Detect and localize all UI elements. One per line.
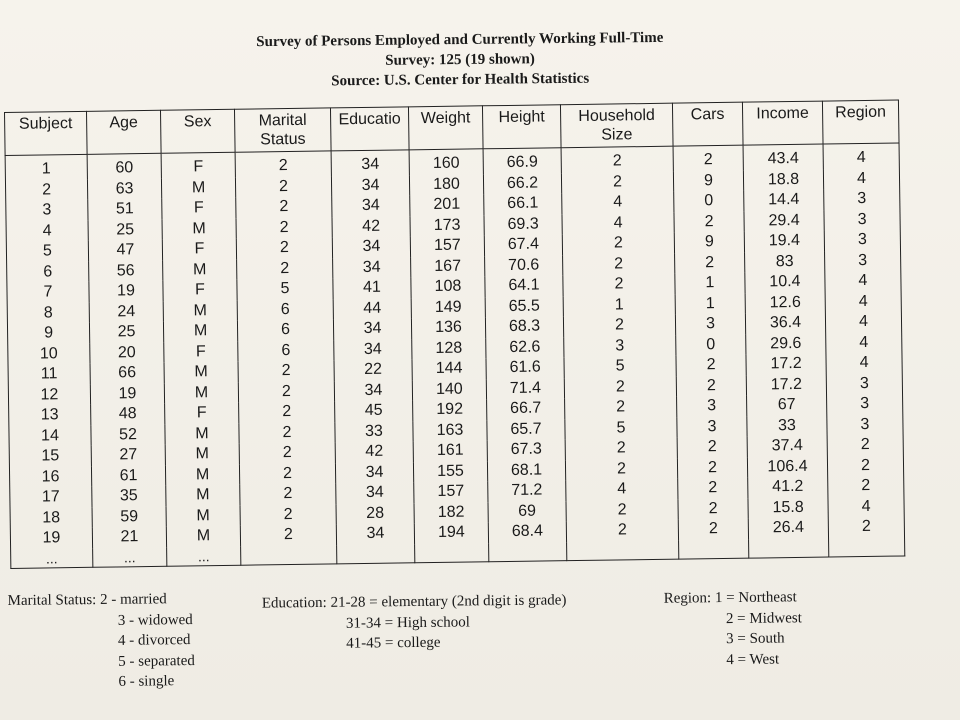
cell-income: 10.4 — [745, 272, 825, 294]
cell-cars: 2 — [676, 355, 746, 376]
cell-income: 29.4 — [744, 210, 824, 232]
cell-marital-status: 2 — [240, 504, 336, 526]
education-legend-item: 21-28 = elementary (2nd digit is grade) — [330, 592, 567, 611]
column-header-marital-status: Marital Status — [234, 108, 331, 152]
marital-legend-item: 6 - single — [118, 673, 175, 690]
cell-sex: M — [165, 464, 239, 486]
cell-subject: ... — [11, 548, 93, 568]
cell-age: 51 — [88, 199, 162, 221]
cell-household-size — [567, 540, 679, 560]
column-header-household-size: Household Size — [560, 103, 673, 148]
cell-subject: 16 — [9, 466, 91, 488]
cell-region: 4 — [825, 311, 901, 333]
cell-income: 12.6 — [745, 292, 825, 314]
cell-household-size: 2 — [563, 274, 675, 296]
cell-household-size: 2 — [566, 520, 678, 542]
cell-cars: 2 — [678, 519, 748, 540]
cell-age: 63 — [87, 178, 161, 200]
cell-height: 68.3 — [485, 316, 563, 338]
cell-subject: 1 — [5, 154, 87, 180]
cell-subject: 11 — [8, 364, 90, 386]
cell-cars: 3 — [675, 314, 745, 335]
region-legend-item: 1 = Northeast — [714, 589, 797, 607]
cell-region: 2 — [827, 455, 903, 477]
cell-education: 42 — [332, 216, 410, 238]
cell-cars: 0 — [674, 191, 744, 212]
cell-region: 4 — [823, 143, 899, 169]
cell-cars: 2 — [674, 211, 744, 232]
cell-subject: 13 — [9, 405, 91, 427]
cell-income: 26.4 — [748, 518, 828, 540]
cell-height: 64.1 — [485, 275, 563, 297]
cell-age: 60 — [87, 153, 161, 179]
region-legend-item: 4 = West — [726, 651, 780, 668]
cell-income: 106.4 — [747, 456, 827, 478]
cell-age: 48 — [91, 404, 165, 426]
cell-age: 52 — [91, 424, 165, 446]
marital-legend-label: Marital Status: — [7, 592, 97, 609]
cell-age: 25 — [88, 219, 162, 241]
education-legend-label: Education: — [261, 594, 327, 612]
cell-height: 62.6 — [486, 337, 564, 359]
cell-household-size: 2 — [565, 397, 677, 419]
cell-subject: 3 — [6, 200, 88, 222]
cell-weight: 182 — [414, 502, 488, 524]
cell-weight: 155 — [413, 461, 487, 483]
cell-subject: 15 — [9, 446, 91, 468]
cell-income: 19.4 — [744, 231, 824, 253]
cell-region: 3 — [824, 209, 900, 231]
cell-cars: 2 — [678, 498, 748, 519]
cell-age: 61 — [91, 465, 165, 487]
cell-weight: 157 — [414, 481, 488, 503]
cell-cars: 2 — [677, 437, 747, 458]
cell-education: 34 — [334, 380, 412, 402]
cell-household-size: 3 — [564, 335, 676, 357]
cell-subject: 4 — [6, 220, 88, 242]
region-legend-label: Region: — [663, 590, 712, 607]
cell-subject: 6 — [7, 261, 89, 283]
cell-region: 2 — [828, 516, 904, 538]
cell-household-size: 4 — [566, 479, 678, 501]
cell-marital-status: 6 — [237, 319, 333, 341]
cell-household-size: 2 — [562, 233, 674, 255]
cell-household-size: 1 — [563, 294, 675, 316]
cell-height: 65.7 — [487, 419, 565, 441]
cell-education: 44 — [333, 298, 411, 320]
cell-marital-status: 2 — [240, 483, 336, 505]
data-table-container — [4, 100, 904, 568]
cell-region: 3 — [824, 189, 900, 211]
cell-sex: M — [163, 300, 237, 322]
cell-marital-status — [241, 545, 337, 565]
document-header — [180, 27, 741, 93]
cell-weight: 149 — [411, 297, 485, 319]
cell-age: 56 — [89, 260, 163, 282]
cell-education: 41 — [333, 277, 411, 299]
survey-data-table — [4, 100, 905, 569]
column-header-sex: Sex — [160, 109, 235, 153]
cell-marital-status: 2 — [238, 381, 334, 403]
column-header-cars: Cars — [672, 102, 743, 146]
cell-marital-status: 6 — [238, 340, 334, 362]
marital-legend-item: 4 - divorced — [117, 632, 191, 649]
cell-region: 3 — [827, 393, 903, 415]
cell-household-size: 4 — [562, 212, 674, 234]
cell-weight: 201 — [410, 194, 484, 216]
cell-region: 3 — [827, 414, 903, 436]
marital-legend-item: 2 - married — [99, 591, 167, 609]
cell-income: 83 — [745, 251, 825, 273]
cell-sex: M — [163, 321, 237, 343]
region-legend-item: 3 = South — [726, 630, 785, 648]
cell-marital-status: 2 — [239, 422, 335, 444]
cell-region: 4 — [826, 352, 902, 374]
cell-income: 36.4 — [745, 313, 825, 335]
cell-height: 61.6 — [486, 357, 564, 379]
cell-sex: M — [161, 177, 235, 199]
cell-height: 69 — [488, 501, 566, 523]
cell-income: 14.4 — [744, 190, 824, 212]
cell-income: 17.2 — [746, 374, 826, 396]
cell-weight: 180 — [409, 174, 483, 196]
cell-marital-status: 2 — [236, 237, 332, 259]
cell-cars: 1 — [675, 273, 745, 294]
cell-cars: 1 — [675, 293, 745, 314]
cell-subject: 9 — [7, 323, 89, 345]
cell-sex: F — [164, 341, 238, 363]
cell-marital-status: 5 — [237, 278, 333, 300]
cell-height: 68.1 — [487, 460, 565, 482]
source-line: Source: U.S. Center for Health Statistics — [331, 70, 590, 90]
cell-cars: 9 — [674, 232, 744, 253]
cell-subject: 5 — [6, 241, 88, 263]
cell-cars: 2 — [675, 252, 745, 273]
cell-region: 4 — [823, 168, 899, 190]
cell-household-size: 2 — [561, 171, 673, 193]
survey-count: Survey: 125 (19 shown) — [385, 51, 535, 69]
column-header-age: Age — [86, 110, 161, 154]
cell-height: 70.6 — [485, 255, 563, 277]
cell-household-size: 2 — [566, 499, 678, 521]
cell-income: 67 — [747, 395, 827, 417]
cell-education: 33 — [335, 421, 413, 443]
cell-height: 67.4 — [484, 234, 562, 256]
cell-household-size: 4 — [562, 192, 674, 214]
cell-cars: 0 — [676, 334, 746, 355]
cell-age: 66 — [90, 363, 164, 385]
cell-height — [489, 542, 567, 562]
cell-weight: 108 — [411, 276, 485, 298]
education-legend — [262, 590, 567, 655]
cell-education: 45 — [335, 400, 413, 422]
cell-cars: 3 — [677, 416, 747, 437]
cell-sex: M — [166, 505, 240, 527]
cell-subject: 2 — [5, 179, 87, 201]
column-header-region: Region — [822, 100, 899, 144]
cell-height: 66.7 — [487, 398, 565, 420]
cell-marital-status: 2 — [239, 463, 335, 485]
cell-sex: F — [165, 403, 239, 425]
cell-marital-status: 2 — [240, 524, 336, 546]
cell-education: 34 — [332, 236, 410, 258]
region-legend-item: 2 = Midwest — [725, 609, 802, 627]
cell-subject: 12 — [8, 384, 90, 406]
cell-education: 34 — [335, 462, 413, 484]
cell-region: 4 — [828, 496, 904, 518]
cell-age: 27 — [91, 445, 165, 467]
cell-education: 34 — [336, 523, 414, 545]
column-header-education: Educatio — [330, 107, 409, 151]
cell-subject: 8 — [7, 302, 89, 324]
cell-sex: M — [166, 526, 240, 548]
cell-region — [829, 537, 905, 557]
cell-marital-status: 2 — [239, 401, 335, 423]
column-header-weight: Weight — [408, 106, 483, 150]
cell-height: 66.2 — [483, 173, 561, 195]
cell-weight — [415, 543, 489, 563]
table-body — [5, 143, 905, 568]
cell-height: 65.5 — [485, 296, 563, 318]
cell-height: 71.2 — [488, 480, 566, 502]
cell-weight: 136 — [411, 317, 485, 339]
cell-subject: 17 — [10, 487, 92, 509]
cell-education: 34 — [336, 482, 414, 504]
cell-income: 37.4 — [747, 436, 827, 458]
education-legend-item: 31-34 = High school — [345, 613, 470, 632]
cell-education: 42 — [335, 441, 413, 463]
cell-marital-status: 2 — [236, 196, 332, 218]
education-legend-item: 41-45 = college — [346, 634, 441, 652]
cell-sex: F — [162, 198, 236, 220]
cell-age: 19 — [90, 383, 164, 405]
cell-sex: F — [163, 280, 237, 302]
cell-sex: M — [163, 259, 237, 281]
cell-height: 69.3 — [484, 214, 562, 236]
cell-marital-status: 2 — [236, 217, 332, 239]
region-legend — [664, 587, 803, 670]
cell-education: 34 — [334, 339, 412, 361]
cell-income: 43.4 — [743, 144, 823, 170]
cell-sex: M — [166, 485, 240, 507]
cell-height: 71.4 — [486, 378, 564, 400]
cell-height: 68.4 — [488, 521, 566, 543]
cell-height: 66.9 — [483, 148, 561, 174]
cell-weight: 163 — [413, 420, 487, 442]
cell-household-size: 2 — [563, 315, 675, 337]
cell-weight: 128 — [412, 338, 486, 360]
cell-age: 24 — [89, 301, 163, 323]
cell-income: 18.8 — [743, 169, 823, 191]
cell-cars: 2 — [673, 145, 743, 171]
cell-household-size: 2 — [565, 458, 677, 480]
marital-status-legend — [7, 589, 195, 693]
cell-education: 22 — [334, 359, 412, 381]
cell-region: 4 — [825, 291, 901, 313]
cell-age: 47 — [88, 240, 162, 262]
cell-region: 2 — [828, 475, 904, 497]
column-header-height: Height — [482, 105, 561, 149]
cell-weight: 173 — [410, 215, 484, 237]
cell-age: 59 — [92, 506, 166, 528]
cell-education — [337, 544, 415, 564]
cell-sex: F — [162, 239, 236, 261]
cell-sex: M — [165, 423, 239, 445]
cell-cars: 2 — [677, 457, 747, 478]
cell-cars: 2 — [676, 375, 746, 396]
cell-region: 3 — [826, 373, 902, 395]
cell-income: 41.2 — [748, 477, 828, 499]
cell-marital-status: 2 — [238, 360, 334, 382]
cell-education: 34 — [332, 195, 410, 217]
cell-sex: M — [162, 218, 236, 240]
cell-marital-status: 2 — [239, 442, 335, 464]
cell-weight: 161 — [413, 440, 487, 462]
cell-education: 34 — [333, 257, 411, 279]
column-header-subject: Subject — [5, 111, 88, 155]
cell-education: 34 — [331, 150, 409, 176]
cell-region: 4 — [826, 332, 902, 354]
cell-weight: 192 — [413, 399, 487, 421]
cell-age: ... — [93, 547, 167, 567]
cell-household-size: 2 — [563, 253, 675, 275]
cell-weight: 144 — [412, 358, 486, 380]
marital-legend-item: 3 - widowed — [117, 611, 193, 629]
cell-education: 28 — [336, 503, 414, 525]
cell-region: 3 — [825, 250, 901, 272]
cell-education: 34 — [331, 175, 409, 197]
cell-region: 4 — [825, 270, 901, 292]
cell-sex: M — [165, 444, 239, 466]
cell-weight: 160 — [409, 149, 483, 175]
cell-weight: 157 — [410, 235, 484, 257]
cell-income — [749, 538, 829, 558]
cell-height: 66.1 — [484, 193, 562, 215]
cell-cars: 9 — [673, 170, 743, 191]
cell-marital-status: 2 — [235, 176, 331, 198]
cell-income: 15.8 — [748, 497, 828, 519]
cell-subject: 14 — [9, 425, 91, 447]
cell-marital-status: 2 — [235, 151, 331, 177]
document-title: Survey of Persons Employed and Currently Working Full-Time — [256, 29, 664, 51]
cell-sex: ... — [167, 546, 241, 566]
cell-income: 17.2 — [746, 354, 826, 376]
cell-region: 3 — [824, 229, 900, 251]
cell-subject: 10 — [8, 343, 90, 365]
cell-sex: M — [164, 362, 238, 384]
cell-cars: 3 — [677, 396, 747, 417]
cell-subject: 19 — [10, 528, 92, 550]
cell-sex: F — [161, 152, 235, 178]
cell-marital-status: 2 — [237, 258, 333, 280]
cell-education: 34 — [333, 318, 411, 340]
column-header-income: Income — [742, 101, 823, 145]
cell-household-size: 5 — [564, 356, 676, 378]
cell-income: 33 — [747, 415, 827, 437]
cell-subject: 7 — [7, 282, 89, 304]
cell-age: 19 — [89, 281, 163, 303]
marital-legend-item: 5 - separated — [118, 652, 195, 670]
cell-household-size: 2 — [565, 438, 677, 460]
cell-age: 35 — [92, 486, 166, 508]
cell-subject: 18 — [10, 507, 92, 529]
cell-age: 20 — [90, 342, 164, 364]
cell-weight: 140 — [412, 379, 486, 401]
cell-cars — [679, 539, 749, 558]
cell-region: 2 — [827, 434, 903, 456]
cell-income: 29.6 — [746, 333, 826, 355]
cell-household-size: 2 — [561, 146, 673, 173]
cell-marital-status: 6 — [237, 299, 333, 321]
cell-household-size: 2 — [564, 376, 676, 398]
cell-age: 21 — [92, 527, 166, 549]
cell-sex: M — [164, 382, 238, 404]
cell-weight: 167 — [411, 256, 485, 278]
cell-height: 67.3 — [487, 439, 565, 461]
cell-cars: 2 — [678, 478, 748, 499]
cell-weight: 194 — [414, 522, 488, 544]
cell-age: 25 — [89, 322, 163, 344]
cell-household-size: 5 — [565, 417, 677, 439]
